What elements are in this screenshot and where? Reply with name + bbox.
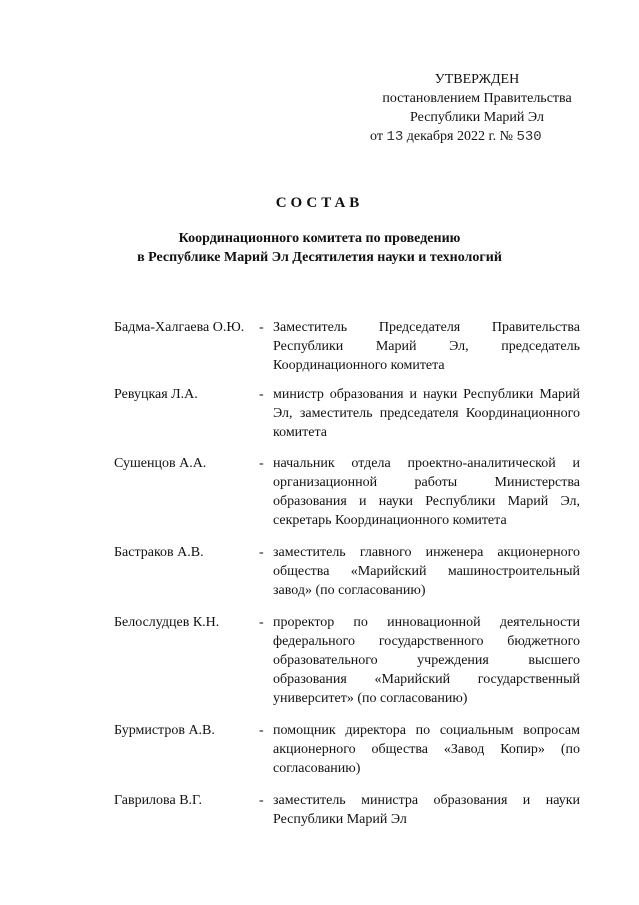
member-name: Бадма-Халгаева О.Ю. bbox=[114, 320, 245, 335]
member-role: заместитель министра образования и науки Республики Марий Эл bbox=[273, 793, 580, 827]
member-row bbox=[114, 543, 580, 600]
approval-date-day: 13 bbox=[386, 129, 404, 145]
member-name: Гаврилова В.Г. bbox=[114, 793, 203, 808]
document-title: СОСТАВ bbox=[275, 195, 364, 211]
member-dash: - bbox=[259, 545, 264, 560]
member-role: Заместитель Председателя Правительства Республики Марий Эл, председатель Координационного комитета bbox=[273, 320, 580, 373]
document-subtitle bbox=[0, 229, 639, 267]
approval-date-rest: декабря 2022 г. № bbox=[406, 129, 513, 144]
member-name: Ревуцкая Л.А. bbox=[114, 387, 198, 402]
member-row bbox=[114, 613, 580, 708]
member-role: министр образования и науки Республики Марий Эл, заместитель председателя Координационного комитета bbox=[273, 387, 580, 440]
member-row bbox=[114, 721, 580, 778]
approval-date-prefix: от bbox=[370, 129, 383, 144]
member-dash: - bbox=[259, 456, 264, 471]
member-role: помощник директора по социальным вопросам акционерного общества «Завод Копир» (по согласованию) bbox=[273, 723, 580, 776]
member-dash: - bbox=[259, 387, 264, 402]
member-dash: - bbox=[259, 723, 264, 738]
member-dash: - bbox=[259, 793, 264, 808]
member-row bbox=[114, 791, 580, 829]
member-role: заместитель главного инженера акционерного общества «Марийский машиностроительный завод» (по согласованию) bbox=[273, 545, 580, 598]
member-dash: - bbox=[259, 615, 264, 630]
approval-number: 530 bbox=[516, 129, 542, 145]
subtitle-line-1: Координационного комитета по проведению bbox=[178, 231, 461, 246]
member-name: Сушенцов А.А. bbox=[114, 456, 207, 471]
member-role: начальник отдела проектно-аналитической и организационной работы Министерства образования и науки Республики Марий Эл, секретарь Координационного комитета bbox=[273, 456, 580, 528]
approval-date-line bbox=[362, 127, 592, 147]
member-row bbox=[114, 318, 580, 375]
member-name: Белослудцев К.Н. bbox=[114, 615, 220, 630]
members-list bbox=[114, 318, 580, 829]
member-name: Бастраков А.В. bbox=[114, 545, 204, 560]
member-dash: - bbox=[259, 320, 264, 335]
member-role: проректор по инновационной деятельности федерального государственного бюджетного образовательного учреждения высшего образования «Марийский государственный университет» (по согласованию) bbox=[273, 615, 580, 706]
member-row bbox=[114, 454, 580, 530]
approval-stamp bbox=[362, 70, 592, 147]
subtitle-line-2: в Республике Марий Эл Десятилетия науки и технологий bbox=[137, 250, 502, 265]
approval-heading: УТВЕРЖДЕН bbox=[434, 72, 520, 87]
member-name: Бурмистров А.В. bbox=[114, 723, 215, 738]
approval-line-2: Республики Марий Эл bbox=[410, 110, 544, 125]
approval-line-1: постановлением Правительства bbox=[382, 91, 572, 106]
member-row bbox=[114, 385, 580, 442]
